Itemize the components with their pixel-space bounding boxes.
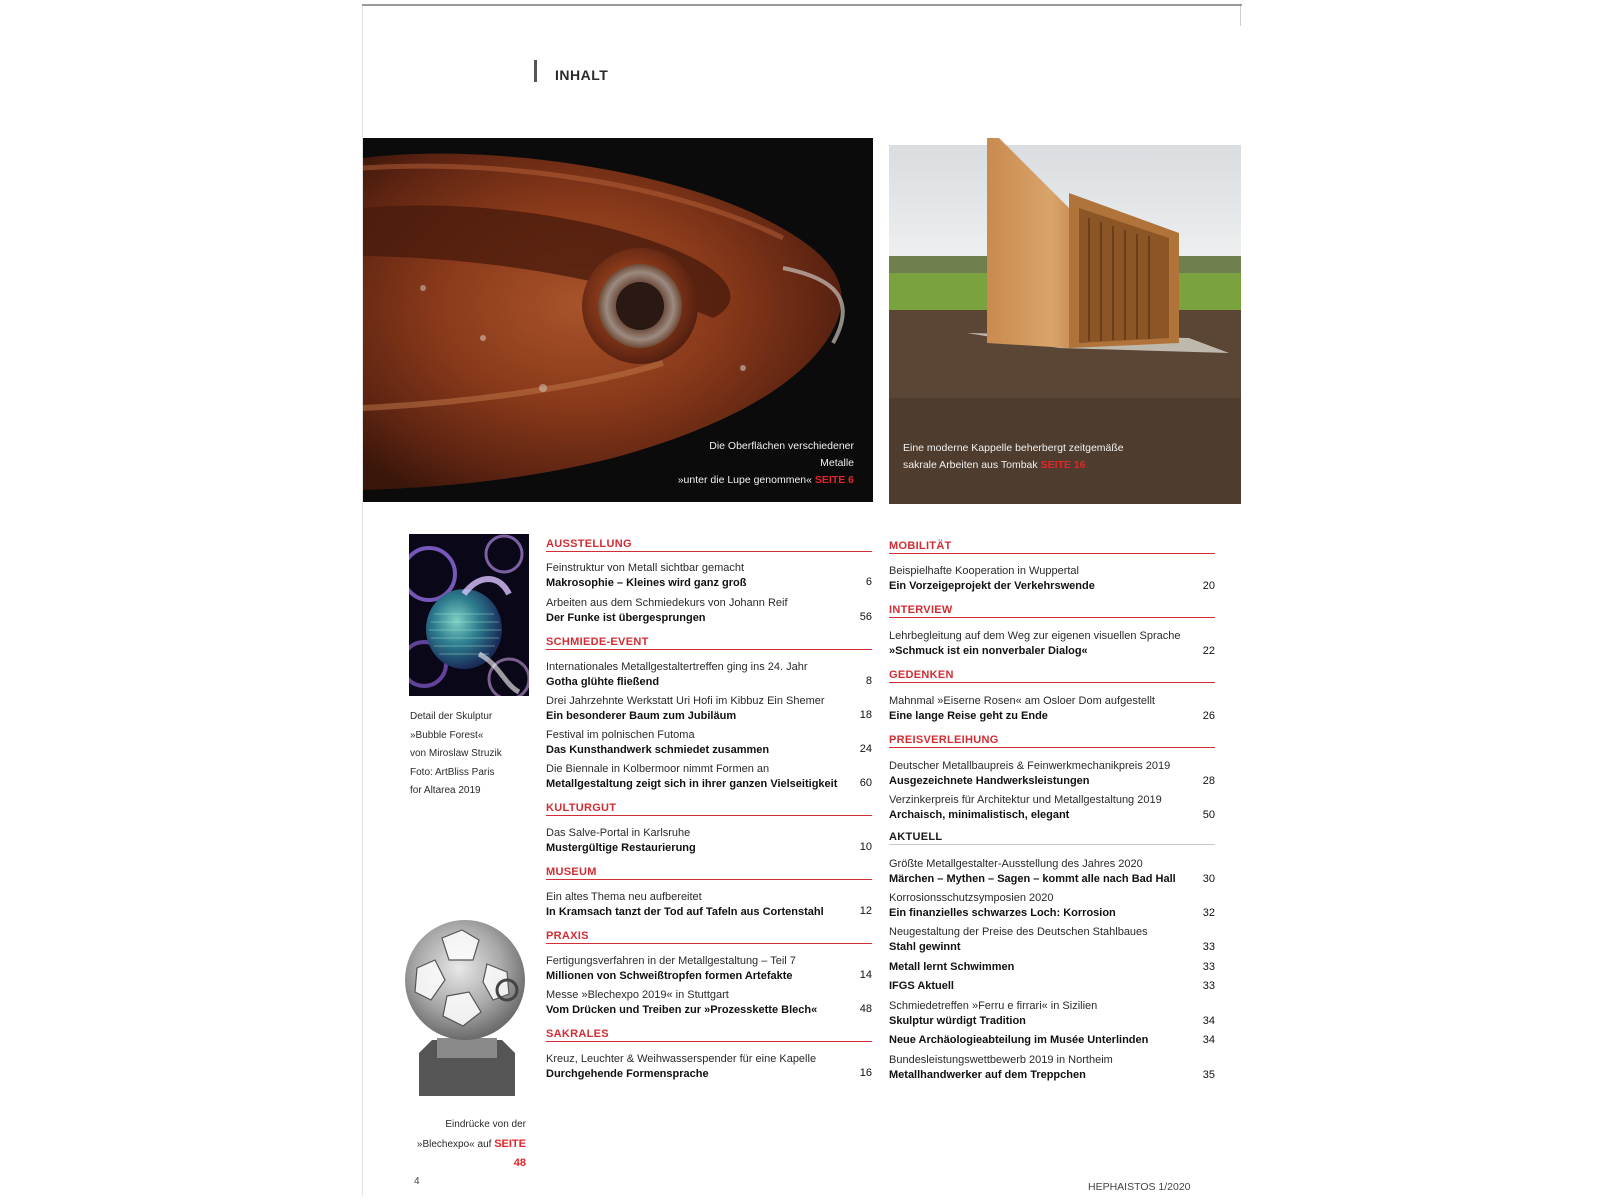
toc-entry[interactable]: [889, 891, 1215, 921]
entry-headline: Ausgezeichnete Handwerksleistungen: [889, 775, 1090, 787]
entry-page-number: 10: [859, 841, 872, 853]
page-title: INHALT: [555, 67, 609, 83]
caption-line: [903, 457, 1124, 474]
caption-line: Die Oberflächen verschiedener Metalle: [709, 440, 854, 469]
entry-kicker: Beispielhafte Kooperation in Wuppertal: [889, 565, 1079, 577]
toc-entry[interactable]: [546, 561, 872, 591]
entry-headline: Märchen – Mythen – Sagen – kommt alle nach Bad Hall: [889, 873, 1176, 885]
entry-headline: Ein finanzielles schwarzes Loch: Korrosion: [889, 907, 1116, 919]
caption-line: von Miroslaw Struzik: [410, 748, 502, 759]
entry-headline: Ein Vorzeigeprojekt der Verkehrswende: [889, 580, 1095, 592]
entry-headline: Das Kunsthandwerk schmiedet zusammen: [546, 744, 770, 756]
entry-kicker: Internationales Metallgestaltertreffen ging ins 24. Jahr: [546, 661, 808, 673]
entry-page-number: 33: [1202, 961, 1215, 973]
entry-kicker: Korrosionsschutzsymposien 2020: [889, 892, 1054, 904]
caption-text: »Blechexpo« auf: [416, 1138, 492, 1150]
bubble-forest-caption: [410, 708, 502, 801]
section-title: INTERVIEW: [889, 604, 953, 616]
entry-headline: Metallhandwerker auf dem Treppchen: [889, 1069, 1086, 1081]
toc-entry[interactable]: [889, 925, 1215, 955]
section-schmiede-event: [546, 632, 872, 650]
entry-kicker: Neugestaltung der Preise des Deutschen Stahlbaues: [889, 926, 1148, 938]
entry-kicker: Ein altes Thema neu aufbereitet: [546, 891, 702, 903]
page-reference[interactable]: SEITE 48: [494, 1137, 526, 1169]
caption-line: Eindrücke von der: [445, 1119, 526, 1130]
entry-headline: Gotha glühte fließend: [546, 676, 660, 688]
entry-page-number: 35: [1202, 1069, 1215, 1081]
toc-entry[interactable]: [889, 564, 1215, 594]
entry-headline: Makrosophie – Kleines wird ganz groß: [546, 577, 747, 589]
toc-entry[interactable]: [546, 1052, 872, 1082]
section-title: SCHMIEDE-EVENT: [546, 636, 649, 648]
left-photo-caption: [676, 438, 854, 489]
entry-page-number: 6: [865, 576, 872, 588]
bubble-forest-photo: [409, 534, 529, 696]
caption-line: Detail der Skulptur: [410, 711, 493, 722]
page-reference[interactable]: SEITE 16: [1040, 459, 1086, 471]
section-praxis: [546, 926, 872, 944]
caption-line: »Bubble Forest«: [410, 729, 484, 741]
entry-headline: Archaisch, minimalistisch, elegant: [889, 809, 1070, 821]
section-gedenken: [889, 665, 1215, 683]
entry-headline: Millionen von Schweißtropfen formen Artefakte: [546, 970, 793, 982]
section-mobilitaet: [889, 536, 1215, 554]
entry-kicker: Verzinkerpreis für Architektur und Metallgestaltung 2019: [889, 794, 1162, 806]
caption-line: Foto: ArtBliss Paris: [410, 766, 495, 778]
section-ausstellung: [546, 534, 872, 552]
toc-entry[interactable]: [546, 660, 872, 690]
toc-entry[interactable]: [889, 1033, 1215, 1048]
magazine-issue: HEPHAISTOS 1/2020: [1088, 1181, 1191, 1193]
entry-kicker: Das Salve-Portal in Karlsruhe: [546, 827, 691, 839]
entry-headline: Durchgehende Formensprache: [546, 1068, 709, 1080]
top-rule: [362, 4, 1242, 6]
section-title: AKTUELL: [889, 831, 943, 843]
entry-headline: »Schmuck ist ein nonverbaler Dialog«: [889, 645, 1088, 657]
entry-kicker: Festival im polnischen Futoma: [546, 729, 695, 741]
toc-entry[interactable]: [546, 596, 872, 626]
entry-headline: In Kramsach tanzt der Tod auf Tafeln aus Cortenstahl: [546, 906, 824, 918]
entry-headline: Stahl gewinnt: [889, 941, 961, 953]
entry-page-number: 12: [859, 905, 872, 917]
section-kulturgut: [546, 798, 872, 816]
section-museum: [546, 862, 872, 880]
entry-page-number: 28: [1202, 775, 1215, 787]
entry-headline: Metall lernt Schwimmen: [889, 961, 1015, 973]
section-title: MUSEUM: [546, 866, 597, 878]
page-edge: [1240, 6, 1241, 26]
caption-line: for Altarea 2019: [410, 785, 481, 796]
section-title: GEDENKEN: [889, 669, 954, 681]
entry-page-number: 34: [1202, 1015, 1215, 1027]
entry-page-number: 56: [859, 611, 872, 623]
entry-page-number: 48: [859, 1003, 872, 1015]
section-sakrales: [546, 1024, 872, 1042]
entry-page-number: 34: [1202, 1034, 1215, 1046]
entry-page-number: 20: [1202, 580, 1215, 592]
entry-kicker: Mahnmal »Eiserne Rosen« am Osloer Dom aufgestellt: [889, 695, 1155, 707]
toc-entry[interactable]: [546, 694, 872, 724]
toc-entry[interactable]: [546, 954, 872, 984]
section-title: MOBILITÄT: [889, 540, 952, 552]
entry-kicker: Kreuz, Leuchter & Weihwasserspender für eine Kapelle: [546, 1053, 817, 1065]
entry-kicker: Arbeiten aus dem Schmiedekurs von Johann Reif: [546, 597, 788, 609]
toc-entry[interactable]: [889, 793, 1215, 823]
entry-kicker: Schmiedetreffen »Ferru e firrari« in Sizilien: [889, 1000, 1098, 1012]
toc-entry[interactable]: [546, 762, 872, 792]
entry-page-number: 30: [1202, 873, 1215, 885]
section-title: AUSSTELLUNG: [546, 538, 632, 550]
toc-entry[interactable]: [889, 979, 1215, 994]
entry-page-number: 26: [1202, 710, 1215, 722]
toc-entry[interactable]: [546, 890, 872, 920]
entry-headline: Eine lange Reise geht zu Ende: [889, 710, 1048, 722]
toc-entry[interactable]: [889, 629, 1215, 659]
blechexpo-caption: [402, 1116, 526, 1174]
blechexpo-sculpture-photo: [397, 908, 531, 1096]
entry-page-number: 33: [1202, 941, 1215, 953]
caption-text: sakrale Arbeiten aus Tombak: [903, 459, 1038, 471]
entry-page-number: 24: [859, 743, 872, 755]
entry-kicker: Feinstruktur von Metall sichtbar gemacht: [546, 562, 745, 574]
entry-kicker: Lehrbegleitung auf dem Weg zur eigenen visuellen Sprache: [889, 630, 1181, 642]
section-interview: [889, 600, 1215, 618]
entry-page-number: 32: [1202, 907, 1215, 919]
entry-headline: Neue Archäologieabteilung im Musée Unterlinden: [889, 1034, 1149, 1046]
section-preisverleihung: [889, 730, 1215, 748]
entry-headline: Metallgestaltung zeigt sich in ihrer ganzen Vielseitigkeit: [546, 778, 838, 790]
toc-entry[interactable]: [546, 826, 872, 856]
entry-page-number: 18: [859, 709, 872, 721]
caption-line: Eine moderne Kappelle beherbergt zeitgemäße: [903, 442, 1124, 454]
caption-line: [402, 1135, 526, 1174]
toc-entry[interactable]: [889, 694, 1215, 724]
entry-page-number: 8: [865, 675, 872, 687]
entry-headline: Mustergültige Restaurierung: [546, 842, 696, 854]
section-title: PRAXIS: [546, 930, 589, 942]
entry-page-number: 50: [1202, 809, 1215, 821]
section-title: KULTURGUT: [546, 802, 617, 814]
entry-kicker: Bundesleistungswettbewerb 2019 in Northeim: [889, 1054, 1113, 1066]
entry-kicker: Deutscher Metallbaupreis & Feinwerkmechanikpreis 2019: [889, 760, 1171, 772]
entry-page-number: 33: [1202, 980, 1215, 992]
section-title: PREISVERLEIHUNG: [889, 734, 999, 746]
entry-kicker: Größte Metallgestalter-Ausstellung des Jahres 2020: [889, 858, 1143, 870]
entry-kicker: Drei Jahrzehnte Werkstatt Uri Hofi im Kibbuz Ein Shemer: [546, 695, 825, 707]
entry-page-number: 14: [859, 969, 872, 981]
page-number: 4: [414, 1176, 420, 1187]
entry-headline: IFGS Aktuell: [889, 980, 954, 992]
entry-headline: Der Funke ist übergesprungen: [546, 612, 706, 624]
entry-headline: Ein besonderer Baum zum Jubiläum: [546, 710, 737, 722]
entry-page-number: 16: [859, 1067, 872, 1079]
section-aktuell: [889, 827, 1215, 845]
entry-kicker: Messe »Blechexpo 2019« in Stuttgart: [546, 989, 729, 1001]
toc-entry[interactable]: [889, 1053, 1215, 1083]
entry-headline: Vom Drücken und Treiben zur »Prozesskette Blech«: [546, 1004, 818, 1016]
toc-entry[interactable]: [889, 759, 1215, 789]
caption-line: [676, 472, 854, 489]
entry-kicker: Die Biennale in Kolbermoor nimmt Formen an: [546, 763, 770, 775]
caption-text: »unter die Lupe genommen«: [677, 474, 812, 486]
toc-entry[interactable]: [889, 999, 1215, 1029]
toc-entry[interactable]: [546, 988, 872, 1018]
page-reference[interactable]: SEITE 6: [814, 474, 854, 486]
toc-entry[interactable]: [889, 960, 1215, 975]
right-photo-caption: [903, 440, 1124, 474]
entry-page-number: 22: [1202, 645, 1215, 657]
entry-headline: Skulptur würdigt Tradition: [889, 1015, 1026, 1027]
toc-entry[interactable]: [546, 728, 872, 758]
entry-kicker: Fertigungsverfahren in der Metallgestaltung – Teil 7: [546, 955, 796, 967]
entry-page-number: 60: [859, 777, 872, 789]
heading-marker: [534, 60, 537, 82]
section-title: SAKRALES: [546, 1028, 609, 1040]
toc-entry[interactable]: [889, 857, 1215, 887]
